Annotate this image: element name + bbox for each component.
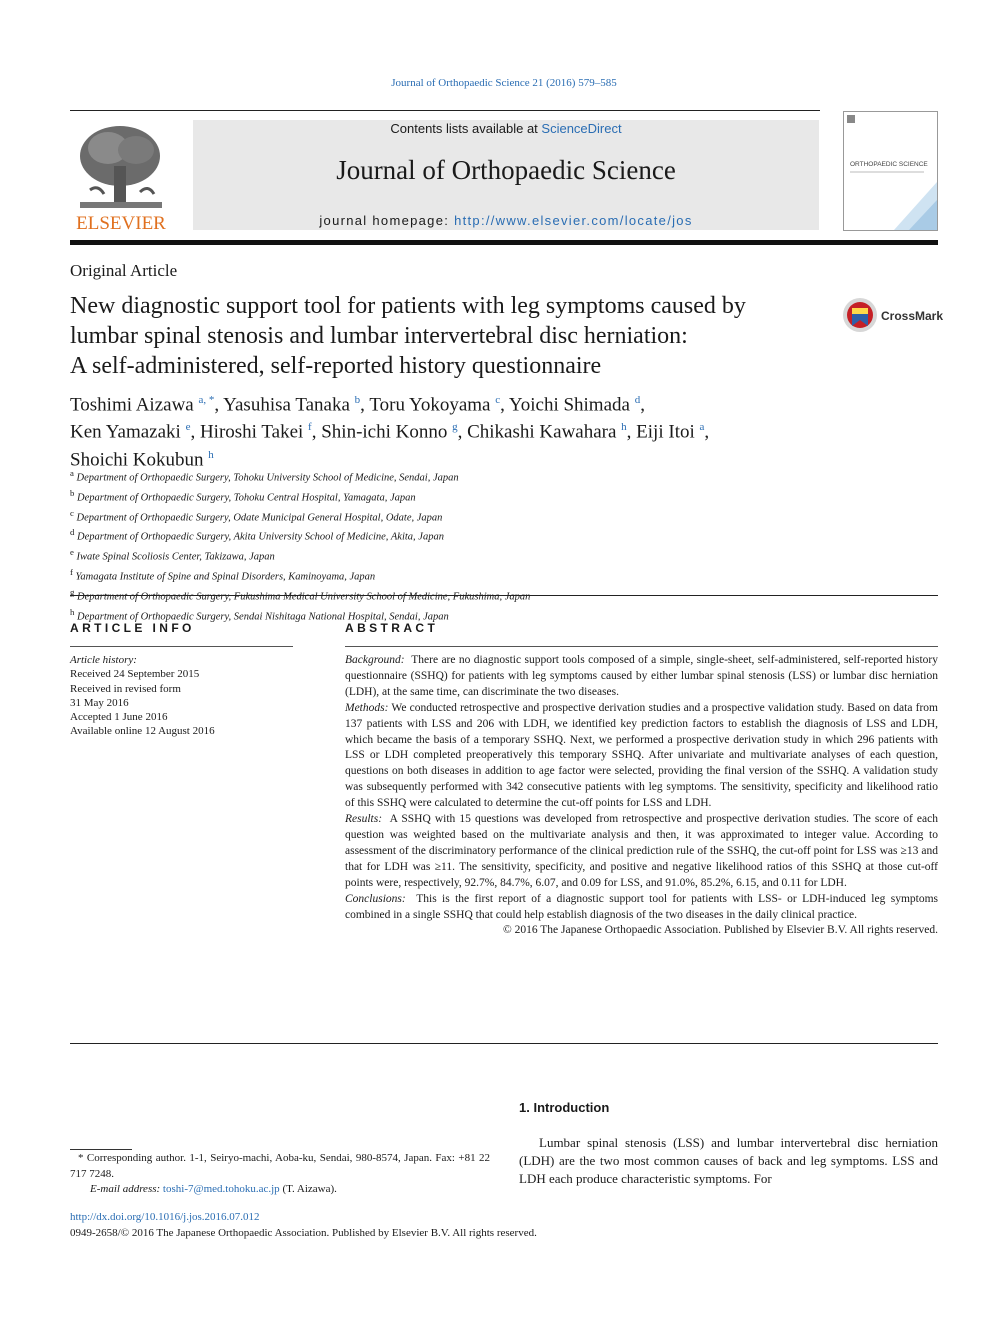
- contents-line: [193, 121, 819, 136]
- introduction-text: Lumbar spinal stenosis (LSS) and lumbar intervertebral disc herniation (LDH) are the two most common causes of back and leg symptoms. LSS and LDH each produce characteristic symptoms. For: [519, 1135, 938, 1186]
- affiliation-item: $^e$ Iwate Spinal Scoliosis Center, Takizawa, Japan: [70, 547, 275, 563]
- elsevier-tree-icon: [70, 120, 172, 232]
- author-affiliation-mark[interactable]: a, *: [198, 394, 215, 406]
- history-item: Received in revised form: [70, 682, 181, 695]
- contents-prefix: Contents lists available at: [390, 121, 542, 136]
- doi-link[interactable]: http://dx.doi.org/10.1016/j.jos.2016.07.012: [70, 1211, 260, 1223]
- journal-title: Journal of Orthopaedic Science: [336, 155, 676, 185]
- affiliation-item: $^h$ Department of Orthopaedic Surgery, Sendai Nishitaga National Hospital, Sendai, Japan: [70, 606, 449, 623]
- header-divider: [70, 110, 820, 111]
- author-name[interactable]: Chikashi Kawahara: [467, 421, 617, 443]
- elsevier-wordmark: ELSEVIER: [76, 213, 166, 232]
- article-history: [70, 653, 293, 739]
- author-list: Toshimi Aizawa $^{a, *}$, Yasuhisa Tanaka $^b$, Toru Yokoyama $^c$, Yoichi Shimada $^d$, Ken Yamazaki $^e$, Hiroshi Takei $^f$, Shin-ichi Konno $^g$, Chikashi Kawahara $^h$, Eiji Itoi $^a$, Shoichi Kokubun $^h$: [70, 394, 710, 470]
- abstract-results: Results: A SSHQ with 15 questions was developed from retrospective and prospective derivation studies. The score of each question was weighted based on the multivariate analysis and then, it was approximated to integer value. According to assessment of the discriminatory performance of the clinical prediction rule of the SSHQ, the cut-off point for LSS was ≥13 and that for LDH was ≥11. The sensitivity, specificity, and positive and negative likelihood ratios of this SSHQ at those cut-off points were, respectively, 92.7%, 84.7%, 6.07, and 0.09 for LSS, and 91.0%, 85.2%, 6.15, and 0.11 for LDH.: [345, 813, 938, 889]
- sciencedirect-link[interactable]: ScienceDirect: [541, 121, 622, 136]
- corresponding-author-note: * Corresponding author. 1-1, Seiryo-machi, Aoba-ku, Sendai, 980-8574, Japan. Fax: +81 22 717 7248.: [70, 1152, 490, 1180]
- affiliation-item: $^b$ Department of Orthopaedic Surgery, Tohoku Central Hospital, Yamagata, Japan: [70, 487, 416, 504]
- homepage-prefix: journal homepage:: [319, 213, 455, 228]
- affiliation-item: $^a$ Department of Orthopaedic Surgery, Tohoku University School of Medicine, Sendai, Japan: [70, 468, 459, 484]
- article-info-heading: ARTICLE INFO: [70, 621, 195, 635]
- header-thick-rule: [70, 240, 938, 245]
- author-affiliation-mark[interactable]: h: [208, 448, 214, 461]
- cover-image-icon: [844, 112, 937, 230]
- author-name[interactable]: Toru Yokoyama: [369, 394, 491, 416]
- email-label: E-mail address:: [90, 1183, 161, 1195]
- elsevier-logo: [70, 120, 172, 232]
- author-name[interactable]: Yasuhisa Tanaka: [223, 394, 350, 416]
- email-line: [70, 1182, 490, 1198]
- abstract-methods: Methods: We conducted retrospective and prospective derivation studies and a prospective validation study. Based on data from 137 patients with LSS and 206 with LDH, we identified key prediction factors to establish the diagnosis of LSS and LDH, which became the basis of a temporary SSHQ. Next, we performed a prospective derivation study in which 296 patients with LSS or LDH completed preoperatively this temporary SSHQ. After univariate and multivariate analyses of each question, questions on both diseases in addition to age factor were selected, providing the final version of the SSHQ. A validation study was subsequently performed with 342 consecutive patients with leg symptoms. The sensitivity, specificity and likelihood ratio of this SSHQ were calculated to determine the cut-off points for LSS and LDH.: [345, 701, 938, 810]
- author-affiliation-mark[interactable]: g: [452, 421, 458, 434]
- author-affiliation-mark[interactable]: b: [354, 394, 361, 406]
- author-name[interactable]: Shoichi Kokubun: [70, 448, 204, 470]
- author-affiliation-mark[interactable]: d: [634, 394, 641, 406]
- title-line: lumbar spinal stenosis and lumbar intervertebral disc herniation:: [70, 323, 688, 349]
- history-label: Article history:: [70, 654, 137, 666]
- journal-citation-link[interactable]: Journal of Orthopaedic Science 21 (2016) 579–585: [391, 77, 617, 89]
- article-info-rule: [70, 646, 293, 647]
- abstract-rule: [345, 646, 938, 647]
- affiliation-item: $^c$ Department of Orthopaedic Surgery, Odate Municipal General Hospital, Odate, Japan: [70, 507, 443, 524]
- author-affiliation-mark[interactable]: c: [495, 394, 501, 406]
- abstract-end-rule: [70, 1043, 938, 1044]
- affiliation-item: $^d$ Department of Orthopaedic Surgery, Akita University School of Medicine, Akita, Japan: [70, 527, 444, 543]
- affiliation-item: $^g$ Department of Orthopaedic Surgery, Fukushima Medical University School of Medicine, Fukushima, Japan: [70, 586, 531, 603]
- author-affiliation-mark[interactable]: h: [621, 421, 627, 434]
- footnote: [70, 1151, 490, 1198]
- issn-line: 0949-2658/© 2016 The Japanese Orthopaedic Association. Published by Elsevier B.V. All rights reserved.: [70, 1227, 537, 1239]
- title-line: New diagnostic support tool for patients with leg symptoms caused by: [70, 293, 746, 319]
- article-type: Original Article: [70, 261, 178, 280]
- author-name[interactable]: Shin-ichi Konno: [321, 421, 448, 443]
- article-title: [70, 291, 830, 381]
- author-name[interactable]: Yoichi Shimada: [508, 394, 630, 416]
- author-name[interactable]: Ken Yamazaki: [70, 421, 181, 443]
- crossmark-icon: [842, 296, 962, 336]
- history-item: Available online 12 August 2016: [70, 725, 215, 738]
- author-affiliation-mark[interactable]: a: [699, 421, 705, 434]
- footnote-rule: [70, 1149, 132, 1150]
- affiliation-item: $^f$ Yamagata Institute of Spine and Spinal Disorders, Kaminoyama, Japan: [70, 566, 376, 583]
- history-item: Accepted 1 June 2016: [70, 711, 168, 724]
- email-link[interactable]: toshi-7@med.tohoku.ac.jp: [162, 1183, 280, 1195]
- author-affiliation-mark[interactable]: f: [308, 421, 312, 434]
- author-name[interactable]: Hiroshi Takei: [199, 421, 304, 443]
- homepage-link[interactable]: http://www.elsevier.com/locate/jos: [454, 213, 693, 228]
- crossmark-label: CrossMark: [881, 309, 944, 323]
- abstract-heading: ABSTRACT: [345, 621, 439, 635]
- affiliation-list: [70, 466, 930, 624]
- title-line: A self-administered, self-reported history questionnaire: [70, 353, 602, 379]
- homepage-line: [193, 213, 819, 228]
- abstract-body: [345, 653, 938, 939]
- author-name[interactable]: Toshimi Aizawa: [70, 394, 194, 416]
- history-item: 31 May 2016: [70, 696, 129, 709]
- section-divider: [70, 595, 938, 596]
- abstract-copyright: © 2016 The Japanese Orthopaedic Association. Published by Elsevier B.V. All rights reserved.: [502, 924, 938, 937]
- author-affiliation-mark[interactable]: e: [185, 421, 191, 434]
- abstract-background: Background: There are no diagnostic support tools composed of a simple, single-sheet, self-administered, self-reported history questionnaire (SSHQ) for patients with leg symptoms caused by either lumbar spinal stenosis (LSS) or lumbar disc herniation (LDH), at the same time, can discriminate the two diseases.: [345, 654, 939, 698]
- author-name[interactable]: Eiji Itoi: [636, 421, 695, 443]
- history-item: Received 24 September 2015: [70, 668, 200, 681]
- abstract-conclusions: Conclusions: This is the first report of a diagnostic support tool for patients with LSS- or LDH-induced leg symptoms combined in a single SSHQ that could help establish diagnosis of the two diseases in the daily clinical practice.: [345, 892, 938, 921]
- introduction-heading: 1. Introduction: [519, 1100, 610, 1115]
- crossmark-button[interactable]: [842, 296, 962, 336]
- journal-cover-thumbnail: [843, 111, 938, 231]
- email-suffix: (T. Aizawa).: [282, 1183, 337, 1195]
- cover-title: ORTHOPAEDIC SCIENCE: [850, 161, 928, 168]
